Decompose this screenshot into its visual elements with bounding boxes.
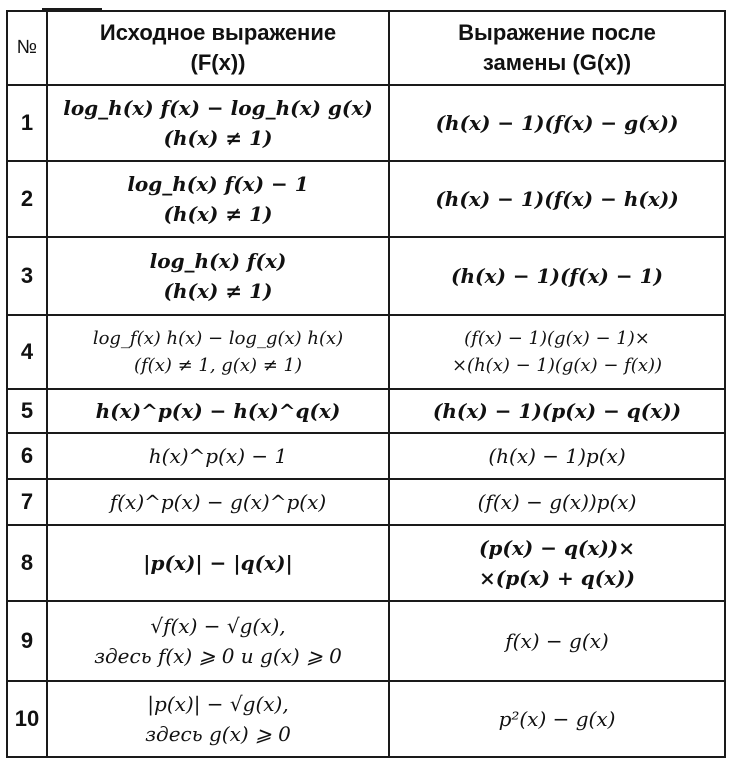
source-expression bbox=[47, 681, 389, 757]
table-row bbox=[7, 389, 725, 433]
header-row bbox=[7, 11, 725, 85]
replacement-line: p²(x) − g(x) bbox=[498, 707, 616, 731]
header-source-line2: (F(x)) bbox=[190, 50, 246, 75]
header-replacement-line1: Выражение после bbox=[458, 20, 656, 45]
source-line: log_f(x) h(x) − log_g(x) h(x) bbox=[92, 328, 344, 349]
formula-table-sheet bbox=[6, 10, 724, 758]
source-line: √f(x) − √g(x), bbox=[150, 614, 286, 638]
table-row bbox=[7, 479, 725, 525]
replacement-line: (h(x) − 1)(f(x) − h(x)) bbox=[435, 187, 679, 211]
replacement-line: f(x) − g(x) bbox=[505, 629, 609, 653]
table-row bbox=[7, 161, 725, 237]
source-line: здесь f(x) ⩾ 0 и g(x) ⩾ 0 bbox=[94, 644, 342, 668]
replacement-line: ×(p(x) + q(x)) bbox=[478, 566, 636, 590]
replacement-expression bbox=[389, 237, 725, 315]
header-source bbox=[47, 11, 389, 85]
row-number: 1 bbox=[7, 85, 47, 161]
table-row bbox=[7, 237, 725, 315]
table-row bbox=[7, 681, 725, 757]
replacement-expression bbox=[389, 85, 725, 161]
header-replacement-line2: замены (G(x)) bbox=[482, 50, 632, 75]
replacement-line: ×(h(x) − 1)(g(x) − f(x)) bbox=[451, 355, 663, 376]
table-row bbox=[7, 315, 725, 389]
header-source-line1: Исходное выражение bbox=[99, 20, 337, 45]
table-row bbox=[7, 85, 725, 161]
source-expression bbox=[47, 389, 389, 433]
source-expression bbox=[47, 85, 389, 161]
row-number: 5 bbox=[7, 389, 47, 433]
row-number: 4 bbox=[7, 315, 47, 389]
row-number: 7 bbox=[7, 479, 47, 525]
source-line: (h(x) ≠ 1) bbox=[163, 202, 273, 226]
table-row bbox=[7, 433, 725, 479]
replacement-expression bbox=[389, 681, 725, 757]
source-line: h(x)^p(x) − h(x)^q(x) bbox=[95, 399, 341, 423]
source-line: |p(x)| − √g(x), bbox=[147, 692, 289, 716]
source-line: h(x)^p(x) − 1 bbox=[148, 444, 288, 468]
row-number: 9 bbox=[7, 601, 47, 681]
replacement-expression bbox=[389, 389, 725, 433]
table-row bbox=[7, 601, 725, 681]
source-expression bbox=[47, 525, 389, 601]
replacement-expression bbox=[389, 161, 725, 237]
replacement-expression bbox=[389, 479, 725, 525]
source-line: |p(x)| − |q(x)| bbox=[143, 551, 293, 575]
source-expression bbox=[47, 433, 389, 479]
substitution-table bbox=[6, 10, 726, 758]
row-number: 6 bbox=[7, 433, 47, 479]
source-expression bbox=[47, 601, 389, 681]
source-line: f(x)^p(x) − g(x)^p(x) bbox=[109, 490, 327, 514]
replacement-line: (h(x) − 1)p(x) bbox=[488, 444, 626, 468]
source-line: (h(x) ≠ 1) bbox=[163, 126, 273, 150]
row-number: 2 bbox=[7, 161, 47, 237]
header-replacement bbox=[389, 11, 725, 85]
row-number: 8 bbox=[7, 525, 47, 601]
source-line: log_h(x) f(x) − 1 bbox=[127, 172, 309, 196]
row-number: 10 bbox=[7, 681, 47, 757]
replacement-expression bbox=[389, 433, 725, 479]
source-line: log_h(x) f(x) bbox=[149, 249, 287, 273]
source-expression bbox=[47, 161, 389, 237]
replacement-expression bbox=[389, 525, 725, 601]
replacement-line: (p(x) − q(x))× bbox=[478, 536, 636, 560]
replacement-line: (h(x) − 1)(f(x) − 1) bbox=[451, 264, 663, 288]
replacement-expression bbox=[389, 601, 725, 681]
source-line: здесь g(x) ⩾ 0 bbox=[145, 722, 291, 746]
source-expression bbox=[47, 237, 389, 315]
source-line: (h(x) ≠ 1) bbox=[163, 279, 273, 303]
header-number: № bbox=[7, 11, 47, 85]
row-number: 3 bbox=[7, 237, 47, 315]
source-line: (f(x) ≠ 1, g(x) ≠ 1) bbox=[133, 355, 303, 376]
replacement-line: (h(x) − 1)(p(x) − q(x)) bbox=[432, 399, 682, 423]
source-line: log_h(x) f(x) − log_h(x) g(x) bbox=[63, 96, 373, 120]
source-expression bbox=[47, 479, 389, 525]
top-border-fragment bbox=[42, 8, 102, 14]
source-expression bbox=[47, 315, 389, 389]
replacement-expression bbox=[389, 315, 725, 389]
replacement-line: (h(x) − 1)(f(x) − g(x)) bbox=[435, 111, 679, 135]
table-row bbox=[7, 525, 725, 601]
replacement-line: (f(x) − g(x))p(x) bbox=[477, 490, 637, 514]
replacement-line: (f(x) − 1)(g(x) − 1)× bbox=[464, 328, 650, 349]
